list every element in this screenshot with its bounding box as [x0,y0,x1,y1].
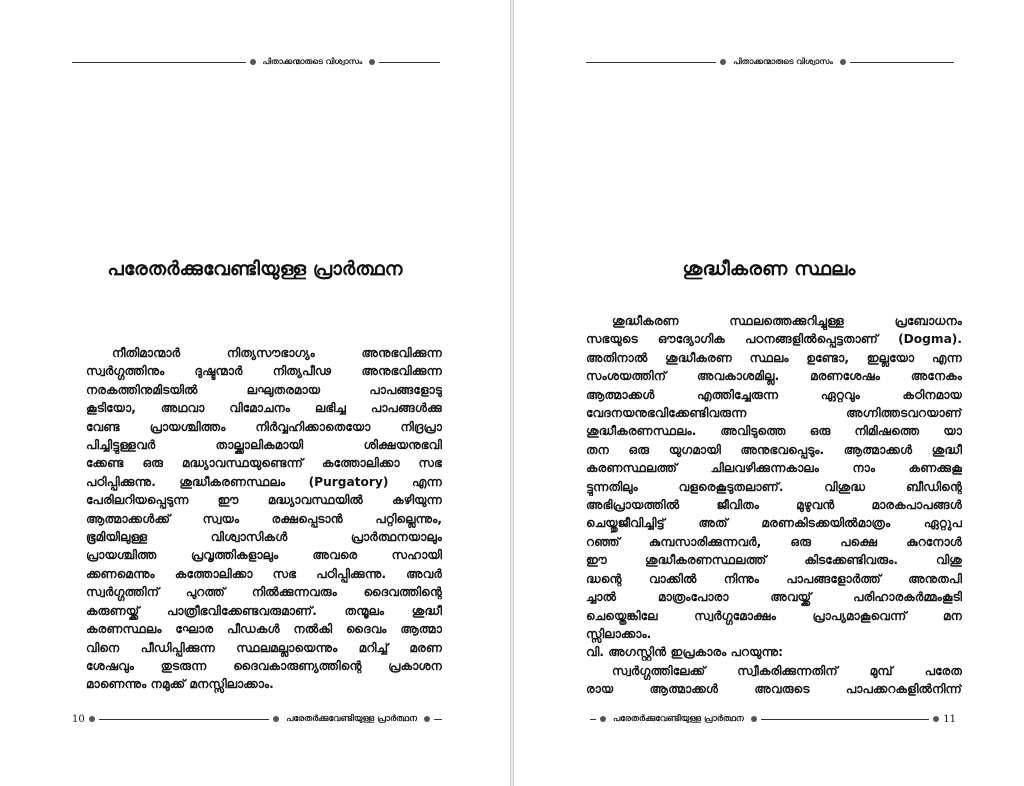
text-line: മാണെന്നും നമുക്ക് മനസ്സിലാക്കാം. [86,677,274,692]
bullet-dot-icon [369,59,375,65]
text-line: ക്കണമെന്നും കത്തോലിക്കാ സഭ പഠിപ്പിക്കുന്നു. അവർ [86,566,442,581]
running-header-text: പിതാക്കന്മാരുടെ വിശ്വാസം [262,57,363,66]
text-line: സംശയത്തിന് അവകാശമില്ല. മരണശേഷം അനേകം [586,369,962,384]
text-line: ദ്ധന്റെ വാക്കിൽ നിന്നും പാപങ്ങളോർത്ത് അനുതപി [586,571,962,586]
text-line: നീതിമാന്മാർ നിത്യസൗഭാഗ്യം അനുഭവിക്കുന്ന [112,346,442,360]
text-line: തന ഒരു യുഗമായി അനുഭവപ്പെടും. ആത്മാക്കൾ ശുദ്ധീ [586,442,962,457]
text-line: വേദനയനുഭവിക്കേണ്ടിവരുന്ന അഗ്നിത്തടവറയാണ് [586,406,962,421]
page-number: 11 [943,713,956,725]
text-line: കരണസ്ഥലം ഘോര പീഡകൾ നൽകി ദൈവം ആത്മാ [86,622,442,637]
text-line: ശുദ്ധീകരണ സ്ഥലത്തെക്കുറിച്ചുള്ള പ്രബോധനം [612,314,962,328]
text-line: ചെയ്തെങ്കിലേ സ്വർഗ്ഗമോക്ഷം പ്രാപ്യമാകൂവെന്ന് മന [586,608,962,623]
body-text [86,344,442,694]
running-footer-text: പരേതർക്കുവേണ്ടിയുള്ള പ്രാർത്ഥന [613,714,744,724]
text-line: ചെയ്തുജീവിച്ചിട്ട് അത് മരണകിടക്കയിൽമാത്രം ഏറ്റുപ [586,516,962,531]
footer-rule [434,719,442,720]
running-header-text: പിതാക്കന്മാരുടെ വിശ്വാസം [733,57,833,66]
text-line: വേണ്ട പ്രായശ്ചിത്തം നിർവ്വഹിക്കാതെയോ നിദ്രപ്രാ [86,419,442,434]
chapter-title: ശുദ്ധീകരണ സ്ഥലം [682,258,856,280]
text-line: കൂടിയോ, അഥവാ വിമോചനം ലഭിച്ച പാപങ്ങൾക്കു [86,401,442,416]
footer-rule [761,719,929,720]
bullet-dot-icon [600,716,606,722]
running-footer-text: പരേതർക്കുവേണ്ടിയുള്ള പ്രാർത്ഥന [286,714,417,724]
text-line: ശേഷവും തുടരുന്ന ദൈവകാരുണ്യത്തിന്റെ പ്രകാശന [86,658,442,673]
text-line: ആത്മാക്കൾക്ക് സ്വയം രക്ഷപ്പെടാൻ പറ്റില്ലെന്നും, [86,511,442,526]
text-line: ഈ ശുദ്ധീകരണസ്ഥലത്ത് കിടക്കേണ്ടിവരും. വിശു [586,553,962,568]
text-line: ശുദ്ധീകരണസ്ഥലം. അവിടുത്തെ ഒരു നിമിഷത്തെ യാ [586,424,962,439]
header-rule [850,62,954,63]
text-line: അഭിപ്രായത്തിൽ ജീവിതം മുഴുവൻ മാരകപാപങ്ങൾ [586,498,962,513]
subheading: വി. അഗസ്റ്റിൻ ഇപ്രകാരം പറയുന്നു: [586,645,784,660]
text-line: നരകത്തിനുമിടയിൽ ലഘുതരമായ പാപങ്ങളോടു [86,382,442,397]
footer-rule [99,719,269,720]
chapter-title: പരേതർക്കുവേണ്ടിയുള്ള പ്രാർത്ഥന [107,258,403,280]
bullet-dot-icon [273,716,279,722]
header-rule [586,62,716,63]
text-line: സ്വർഗ്ഗത്തിലേക്ക് സ്വീകരിക്കുന്നതിന് മുമ്പ് പരേത [612,663,962,678]
footer-rule [590,719,596,720]
running-footer [590,712,956,726]
bullet-dot-icon [720,59,726,65]
text-line: കരുണയ്ക്ക് പാത്രീഭവിക്കേണ്ടവരുമാണ്. തന്മൂലം ശുദ്ധീ [86,603,442,618]
bullet-dot-icon [840,59,846,65]
text-line: രായ ആത്മാക്കൾ അവരുടെ പാപക്കറകളിൽനിന്ന് [586,682,962,697]
running-footer [72,712,442,726]
text-line: പഠിപ്പിക്കുന്നു. ശുദ്ധീകരണസ്ഥലം (Purgatory) എന്ന [86,474,442,489]
body-text [586,312,962,699]
bullet-dot-icon [89,716,95,722]
text-line: പേരിലറിയപ്പെടുന്ന ഈ മദ്ധ്യാവസ്ഥയിൽ കഴിയുന്ന [86,493,442,508]
right-page [514,0,1024,786]
text-line: റഞ്ഞ് കുമ്പസാരിക്കുന്നവർ, ഒരു പക്ഷെ കുറനോൾ [586,534,962,549]
page-number: 10 [72,713,85,725]
text-line: കരണസ്ഥലത്ത് ചിലവഴിക്കുന്നകാലം നാം കണക്കുകൂ [586,461,962,476]
header-rule [72,62,246,63]
text-line: പ്രായശ്ചിത്ത പ്രവൃത്തികളാലും അവരെ സഹായി [86,548,442,563]
running-header [586,56,954,68]
text-line: സ്വർഗ്ഗത്തിനും ദുഷ്ടന്മാർ നിത്യപീഢ അനുഭവിക്കുന്ന [86,364,442,379]
text-line: ക്കേണ്ട ഒരു മദ്ധ്യാവസ്ഥയുണ്ടെന്ന് കത്തോലിക്കാ സഭ [86,456,442,471]
bullet-dot-icon [424,716,430,722]
text-line: ഭൂമിയിലുള്ള വിശ്വാസികൾ പ്രാർത്ഥനയാലും [86,530,442,545]
text-line: ച്ചാൽ മാത്രംപോരാ അവയ്ക്ക് പരിഹാരകർമ്മംകൂടി [586,590,962,605]
text-line: സ്വർഗ്ഗത്തിന് പുറത്ത് നിൽക്കുന്നവരും ദൈവത്തിന്റെ [86,585,442,600]
text-line: സ്സിലാക്കാം. [586,626,652,641]
text-line: അതിനാൽ ശുദ്ധീകരണ സ്ഥലം ഉണ്ടോ, ഇല്ലയോ എന്ന [586,350,962,365]
running-header [72,56,440,68]
bullet-dot-icon [933,716,939,722]
left-page [0,0,510,786]
bullet-dot-icon [250,59,256,65]
text-line: സഭയുടെ ഔദ്യോഗിക പഠനങ്ങളിൽപ്പെട്ടതാണ് (Dogma). [586,332,962,347]
header-rule [379,62,440,63]
bullet-dot-icon [751,716,757,722]
text-line: വിനെ പീഡിപ്പിക്കുന്ന സ്ഥലമല്ലായെന്നും മറിച്ച് മരണ [86,640,442,655]
text-line: പിച്ചിട്ടുള്ളവർ താല്ക്കാലികമായി ശിക്ഷയനുഭവി [86,438,442,453]
text-line: ആത്മാക്കൾ എത്തിച്ചേരുന്ന ഏറ്റവും കഠിനമായ [586,387,962,402]
text-line: ട്ടുന്നതിലും വളരെകൂടുതലാണ്. വിശുദ്ധ ബീഡിന്റെ [586,479,962,494]
